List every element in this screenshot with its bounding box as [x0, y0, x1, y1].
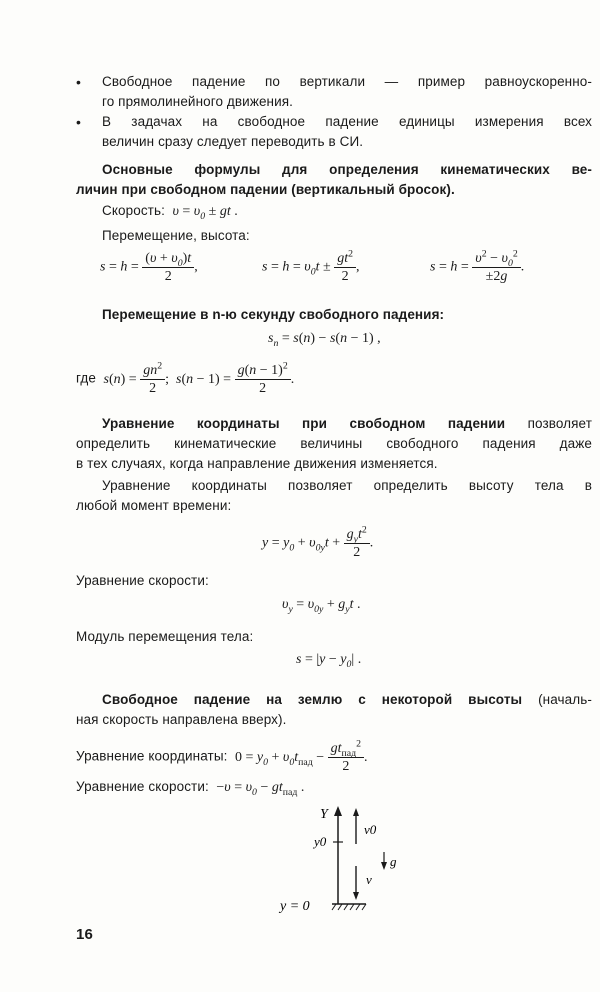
- g-label: g: [390, 854, 397, 869]
- fall-speed-equation-row: [76, 777, 304, 797]
- displacement-formula-2: $s = h = \upsilon_0t$ ± $\frac{gt^2}{2}$ ,: [262, 248, 360, 284]
- speed-label: Скорость:: [102, 203, 165, 218]
- displacement-label: Перемещение, высота:: [102, 228, 250, 243]
- bullet-dot: •: [76, 74, 82, 90]
- displacement-formula-1: s = h = $\frac{(\upsilon + \upsilon_0)t}{2}$ ,: [100, 251, 198, 284]
- coordinate-equation-bold-text: Уравнение координаты при свободном падении: [102, 416, 506, 431]
- v-arrowhead: [353, 892, 359, 900]
- velocity-equation-formula: $\upsilon_y = \upsilon_{0y} + g_yt$ .: [282, 597, 361, 615]
- ground-hatching: [332, 904, 366, 910]
- fall-coordinate-label: Уравнение координаты:: [76, 748, 228, 764]
- s-n-formula: s(n) = $\frac{gn^2}{2}$ ;: [100, 360, 169, 396]
- fall-from-height-bold-text: Свободное падение на землю с некоторой высоты: [102, 692, 523, 707]
- coordinate-height-paragraph-line-2: любой момент времени:: [76, 498, 232, 513]
- bullet-item-1: [76, 72, 592, 92]
- s-n-minus-1-formula: s(n − 1) = $\frac{g(n - 1)^2}{2}$ .: [172, 360, 295, 396]
- section-heading-formulas-line-1: Основные формулы для определения кинематических ве-: [102, 162, 592, 177]
- v0-label: v0: [364, 822, 377, 837]
- fall-speed-formula: $-\upsilon = \upsilon_0 - gt_{пад}$ .: [216, 780, 305, 798]
- g-arrowhead: [381, 862, 387, 870]
- where-label: где: [76, 370, 97, 386]
- displacement-modulus-formula: $s = |y - y_0|$ .: [296, 652, 362, 670]
- speed-formula-row: [102, 201, 238, 221]
- coordinate-equation-paragraph-line-1: [102, 414, 592, 434]
- bullet-item-2: [76, 112, 592, 132]
- y0-label: y0: [314, 834, 327, 849]
- vertical-throw-diagram: [270, 800, 410, 920]
- fall-speed-label: Уравнение скорости:: [76, 779, 209, 794]
- coordinate-equation-paragraph-line-2: определить кинематические величины свободного падения даже: [76, 436, 592, 451]
- ground-label: y = 0: [280, 899, 310, 914]
- fall-from-height-heading-line-2: ная скорость направлена вверх).: [76, 712, 287, 727]
- bullet-2-line-1: В задачах на свободное падение единицы измерения всех: [102, 114, 592, 129]
- nth-second-formula: $s_n = s(n) - s(n - 1)$ ,: [268, 331, 381, 349]
- displacement-formula-3: s = h = $\frac{\upsilon^2 - \upsilon_0^2}{\pm 2g}$ .: [430, 248, 525, 284]
- y-axis-label: Y: [320, 807, 328, 822]
- coordinate-equation-formula: $y = y_0 + \upsilon_{0y}t$ + $\frac{g_yt^2}{2}$ .: [262, 524, 374, 560]
- coordinate-height-paragraph-line-1: Уравнение координаты позволяет определить высоту тела в: [102, 478, 592, 493]
- y-axis-arrowhead: [334, 806, 342, 816]
- bullet-1-line-2: го прямолинейного движения.: [102, 94, 294, 109]
- page-number: 16: [76, 926, 93, 943]
- speed-formula: $\upsilon = \upsilon_0$ ± gt .: [168, 204, 238, 222]
- bullet-dot: •: [76, 114, 82, 130]
- displacement-modulus-label: Модуль перемещения тела:: [76, 629, 254, 644]
- v0-arrowhead: [353, 808, 359, 816]
- where-formulas-row: [76, 362, 294, 397]
- coordinate-equation-text: позволяет: [527, 416, 592, 431]
- fall-from-height-text: (началь-: [538, 692, 592, 707]
- v-label: v: [366, 872, 372, 887]
- bullet-1-line-1: Свободное падение по вертикали — пример равноускоренно-: [102, 74, 592, 89]
- bullet-2-line-2: величин сразу следует переводить в СИ.: [102, 134, 364, 149]
- section-heading-formulas-line-2: личин при свободном падении (вертикальный бросок).: [76, 182, 455, 197]
- fall-from-height-heading-line-1: [102, 690, 592, 710]
- section-heading-nth-second: Перемещение в n-ю секунду свободного падения:: [102, 307, 445, 322]
- fall-coordinate-equation-row: [76, 740, 368, 775]
- coordinate-equation-paragraph-line-3: в тех случаях, когда направление движения изменяется.: [76, 456, 438, 471]
- fall-coordinate-formula: $0 = y_0 + \upsilon_0t_{пад}$ − $\frac{gt_{пад}^2}{2}$ .: [234, 738, 368, 774]
- velocity-equation-label: Уравнение скорости:: [76, 573, 209, 588]
